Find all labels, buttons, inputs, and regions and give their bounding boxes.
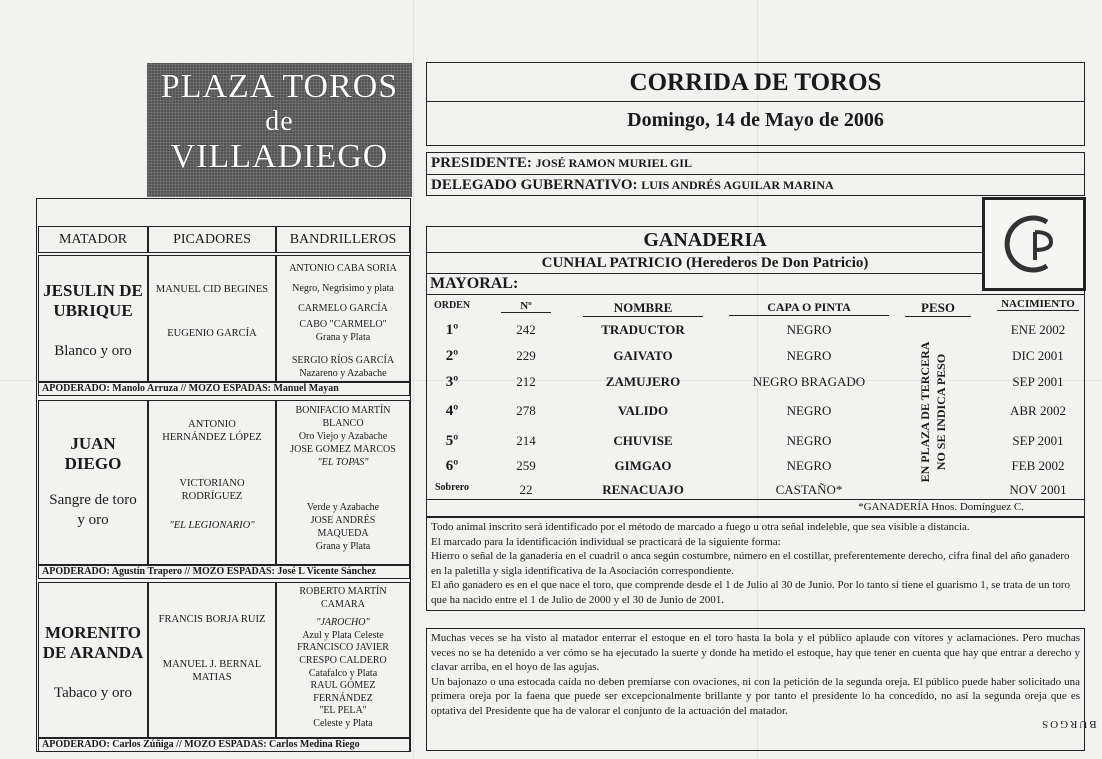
col-nombre: NOMBRE (583, 300, 703, 317)
footnote: *GANADERÍA Hnos. Domínguez C. (858, 501, 1024, 513)
banderillero: FRANCISCO JAVIER (297, 642, 389, 654)
plaza-line2: de (265, 106, 294, 137)
banderillero-colors: Verde y Azabache (306, 502, 380, 513)
toro-nombre: GIMGAO (614, 458, 672, 473)
picador: VICTORIANO (179, 478, 245, 489)
note-paragraph: Hierro o señal de la ganadería en el cuadril o anca según costumbre, número en el costillar, preferentemente derecho, cifra final del año ganadero en la paletilla y sigla identificativa de la Asociación correspondiente. (431, 550, 1070, 577)
header-picadores: PICADORES (148, 226, 276, 253)
banderillero-colors: Grana y Plata (315, 541, 371, 552)
estoque-notes (426, 628, 1085, 751)
banderilleros-1-cell (276, 255, 410, 382)
note-paragraph: El marcado para la identificación individual se practicará de la siguiente forma: (431, 535, 781, 548)
toro-nombre: RENACUAJO (602, 482, 684, 497)
header-banderilleros: BANDRILLEROS (276, 226, 410, 253)
banderillero: FERNÁNDEZ (313, 692, 373, 704)
apoderado-2: APODERADO: Agustín Trapero // MOZO ESPADAS: José L Vicente Sánchez (38, 565, 410, 579)
toro-numero: 278 (516, 403, 536, 418)
banderillero: SERGIO RÍOS GARCÍA (291, 355, 395, 366)
toro-capa: NEGRO BRAGADO (752, 374, 866, 389)
banderillero: ROBERTO MARTÍN (299, 586, 387, 597)
presidente-row: PRESIDENTE: JOSÉ RAMON MURIEL GIL (431, 155, 692, 171)
toro-numero: 22 (519, 482, 533, 497)
toro-nacimiento: SEP 2001 (1012, 433, 1064, 448)
toro-orden: 5º (445, 433, 459, 449)
toro-orden: 1º (445, 322, 459, 338)
note-paragraph: Un bajonazo o una estocada caída no deben premiarse con ovaciones, ni con la petición de la segunda oreja. El público puede haber solicitado una primera oreja por la faena que puede ser excepcionalmente brillante y por tanto el presidente lo ha concedido, no así la segunda oreja que es optativa del Presidente que ha de valorar el conjunto de la actuación del matador. (431, 675, 1080, 717)
header-matador: MATADOR (38, 226, 148, 253)
toro-nombre: ZAMUJERO (605, 374, 681, 389)
toro-orden: Sobrero (434, 482, 470, 493)
note-paragraph: El año ganadero es en el que nace el toro, que comprende desde el 1 de Julio al 30 de Junio. Por lo tanto si tiene el guarismo 1, se trata de un toro que ha nacido entre el 1 de Julio de 2000 y el 30 de Junio de 2001. (431, 579, 1071, 606)
picador: ANTONIO (188, 419, 236, 430)
banderillero: RAUL GÓMEZ (310, 680, 376, 692)
toro-numero: 259 (516, 458, 536, 473)
toro-nacimiento: FEB 2002 (1011, 458, 1065, 473)
plaza-header (147, 63, 412, 197)
banderillero-colors: Azul y Plata Celeste (302, 629, 384, 641)
picador-alias: "EL LEGIONARIO" (169, 520, 255, 531)
banderillero: JOSE GOMEZ MARCOS (290, 444, 396, 455)
toro-capa: NEGRO (786, 458, 832, 473)
picador: EUGENIO GARCÍA (167, 328, 257, 339)
picadores-3-cell (148, 582, 276, 738)
banderillero-colors: Negro, Negrisimo y plata (292, 283, 394, 294)
note-paragraph: Muchas veces se ha visto al matador enterrar el estoque en el toro hasta la bola y el público aplaude con vítores y aclamaciones. Pero muchas veces no se ha detenido a ver cómo se ha ejecutado la suerte y donde ha metido el estoque, hay que tener en cuenta que hay que entrar a derecho y clavar arriba, en el hoyo de las agujas. (431, 632, 1080, 673)
apoderado-3: APODERADO: Carlos Zúñiga // MOZO ESPADAS: Carlos Medina Riego (38, 738, 410, 752)
ganaderia-logo (982, 197, 1086, 291)
banderillero-colors: Celeste y Plata (313, 717, 373, 729)
banderillero-colors: Oro Viejo y Azabache (298, 431, 388, 442)
delegado-name: LUIS ANDRÉS AGUILAR MARINA (641, 178, 834, 192)
picadores-2-cell (148, 400, 276, 565)
toro-orden: 6º (445, 458, 459, 474)
mayoral-label: MAYORAL: (430, 275, 519, 292)
toro-orden: 2º (445, 348, 459, 364)
banderillero-colors: Catafalco y Plata (308, 667, 378, 679)
banderillero: BLANCO (322, 418, 364, 429)
apoderado-1: APODERADO: Manolo Arruza // MOZO ESPADAS: Manuel Mayan (38, 382, 410, 396)
matador-1-name: JESULIN DE UBRIQUE (43, 281, 143, 320)
col-orden: ORDEN (433, 300, 471, 311)
presidente-name: JOSÉ RAMON MURIEL GIL (535, 156, 692, 170)
toro-capa: NEGRO (786, 433, 832, 448)
toro-nombre: TRADUCTOR (601, 322, 685, 337)
banderilleros-3-cell (276, 582, 410, 738)
banderillero: CAMARA (321, 598, 365, 610)
picador: MATIAS (192, 672, 232, 683)
banderillero: MAQUEDA (317, 528, 369, 539)
toro-nacimiento: SEP 2001 (1012, 374, 1064, 389)
toro-numero: 229 (516, 348, 536, 363)
picador: MANUEL CID BEGINES (155, 284, 269, 295)
picador: FRANCIS BORJA RUIZ (158, 614, 266, 625)
ganaderia-brand-icon (985, 200, 1083, 288)
banderillero-alias: "JAROCHO" (316, 617, 370, 629)
banderillero: BONIFACIO MARTÍN (295, 405, 391, 416)
plaza-line1: PLAZA TOROS (160, 68, 399, 105)
toro-nacimiento: ABR 2002 (1010, 403, 1066, 418)
banderillero: ANTONIO CABA SORIA (289, 263, 397, 274)
picador: RODRÍGUEZ (181, 491, 243, 502)
delegado-row: DELEGADO GUBERNATIVO: LUIS ANDRÉS AGUILAR MARINA (431, 177, 834, 193)
picador: HERNÁNDEZ LÓPEZ (162, 432, 262, 443)
banderillero-alias: CABO "CARMELO" (299, 319, 387, 330)
ganaderia-title: GANADERIA (643, 229, 767, 251)
banderillero-alias: "EL TOPAS" (317, 457, 369, 468)
event-date: Domingo, 14 de Mayo de 2006 (627, 109, 884, 131)
col-nacimiento: NACIMIENTO (997, 298, 1079, 311)
toro-nombre: GAIVATO (613, 348, 673, 363)
col-capa: CAPA O PINTA (729, 300, 889, 316)
toro-numero: 212 (516, 374, 536, 389)
matador-2-color: Sangre de toro y oro (49, 492, 137, 528)
toro-orden: 3º (445, 374, 459, 390)
corner-stamp: BURGOS (1040, 718, 1097, 730)
toro-numero: 242 (516, 322, 536, 337)
matador-3-color: Tabaco y oro (53, 685, 133, 701)
toro-capa: NEGRO (786, 322, 832, 337)
matador-1-cell (38, 255, 148, 382)
picador: MANUEL J. BERNAL (162, 659, 262, 670)
banderillero-colors: Nazareno y Azabache (299, 368, 387, 379)
banderillero: CRESPO CALDERO (299, 654, 387, 666)
col-peso: PESO (905, 300, 971, 317)
officials-box (426, 152, 1085, 196)
picadores-1-cell (148, 255, 276, 382)
banderillero: JOSE ANDRÉS (310, 515, 376, 526)
matador-3-cell (38, 582, 148, 738)
matador-3-name: MORENITO DE ARANDA (42, 623, 144, 662)
banderillero-colors: Grana y Plata (315, 332, 371, 343)
matador-2-name: JUAN DIEGO (64, 434, 122, 473)
toro-nacimiento: NOV 2001 (1009, 482, 1067, 497)
matador-1-color: Blanco y oro (54, 343, 132, 359)
toro-numero: 214 (516, 433, 536, 448)
toro-nombre: VALIDO (617, 403, 669, 418)
toro-capa: NEGRO (786, 348, 832, 363)
matador-2-cell (38, 400, 148, 565)
page-title: CORRIDA DE TOROS (629, 69, 882, 96)
ganaderia-name: CUNHAL PATRICIO (Herederos De Don Patricio) (541, 255, 869, 271)
toro-nacimiento: ENE 2002 (1010, 322, 1066, 337)
plaza-line3: VILLADIEGO (170, 138, 389, 175)
peso-note: EN PLAZA DE TERCERA NO SE INDICA PESO (918, 341, 948, 483)
col-numero: Nº (501, 300, 551, 313)
note-paragraph: Todo animal inscrito será identificado por el método de marcado a fuego u otra señal indeleble, que sea visible a distancia. (431, 521, 970, 533)
toro-capa: CASTAÑO* (775, 482, 843, 497)
toro-nombre: CHUVISE (613, 433, 673, 448)
banderillero: CARMELO GARCÍA (298, 303, 388, 314)
banderilleros-2-cell (276, 400, 410, 565)
toro-capa: NEGRO (786, 403, 832, 418)
toro-nacimiento: DIC 2001 (1012, 348, 1064, 363)
toro-orden: 4º (445, 403, 459, 419)
banderillero-alias: "EL PELA" (319, 705, 367, 717)
title-box (426, 62, 1085, 146)
identification-notes (426, 517, 1085, 611)
